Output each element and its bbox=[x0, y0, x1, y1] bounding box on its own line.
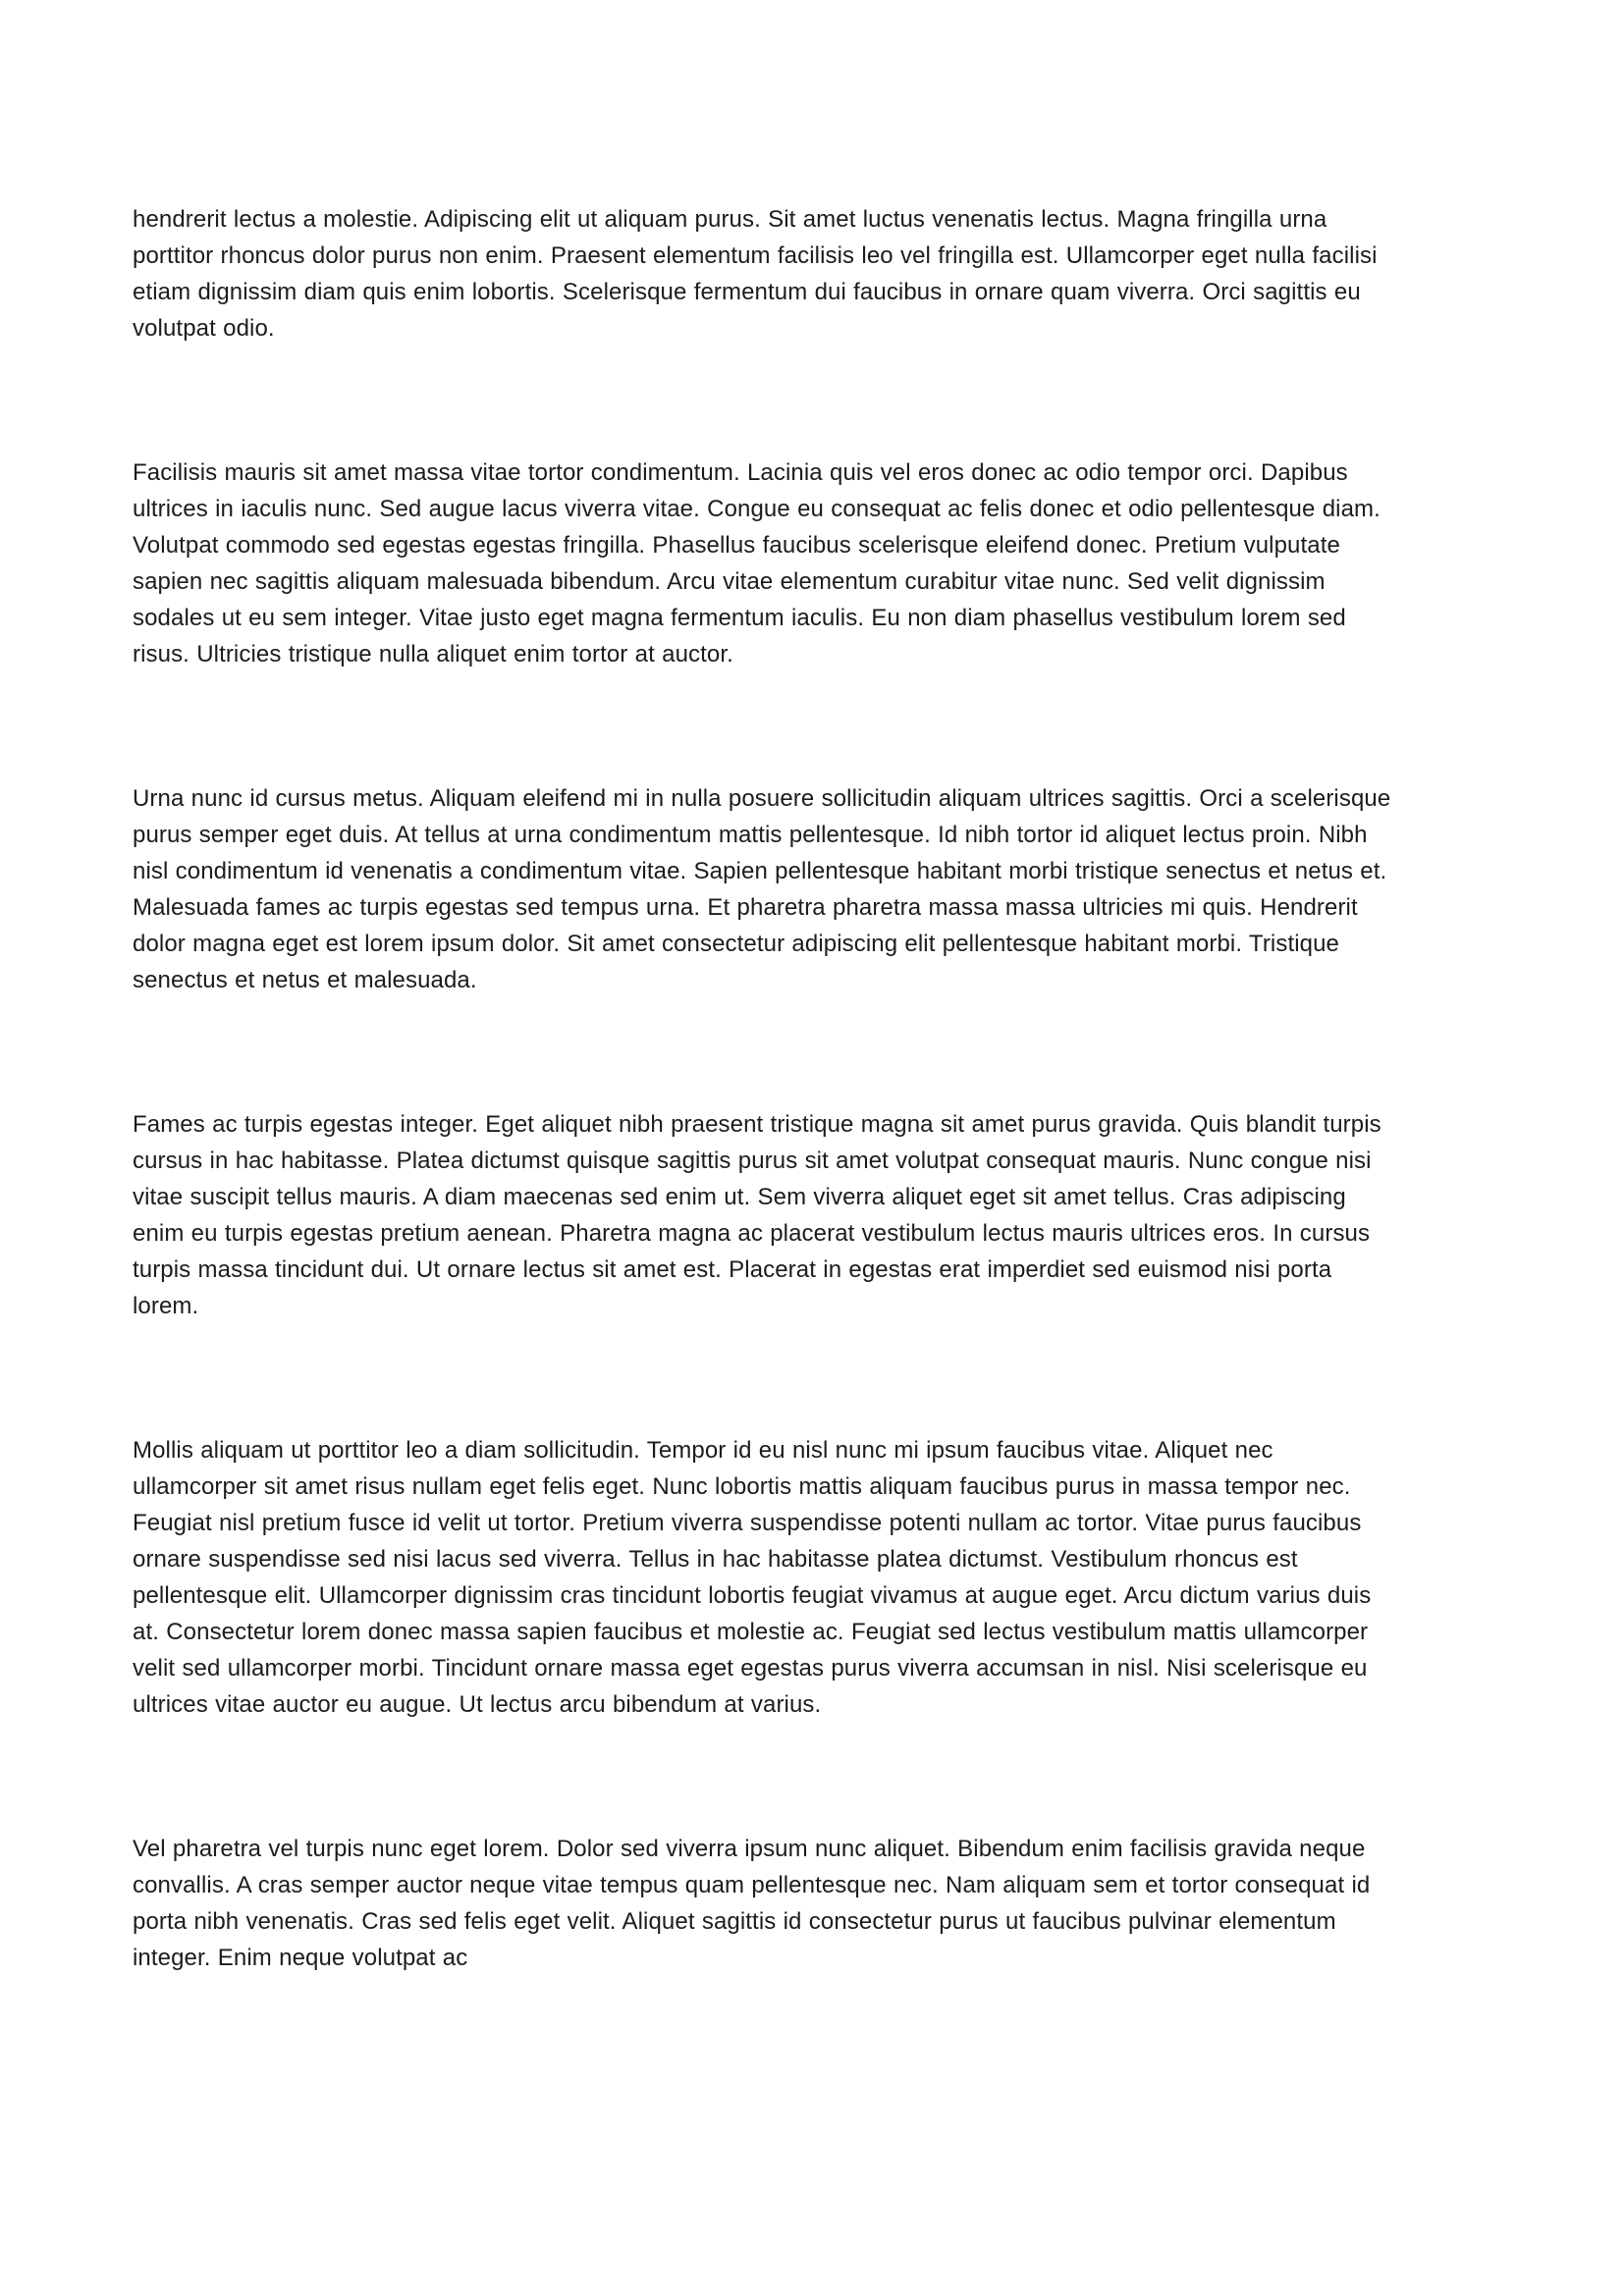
paragraph-1: hendrerit lectus a molestie. Adipiscing elit ut aliquam purus. Sit amet luctus venenatis lectus. Magna fringilla urna porttitor rhoncus dolor purus non enim. Praesent elementum facilisis leo vel fringilla est. Ullamcorper eget nulla facilisi etiam dignissim diam quis enim lobortis. Scelerisque fermentum dui faucibus in ornare quam viverra. Orci sagittis eu volutpat odio. bbox=[133, 206, 1378, 342]
paragraph-3: Urna nunc id cursus metus. Aliquam eleifend mi in nulla posuere sollicitudin aliquam ultrices sagittis. Orci a scelerisque purus semper eget duis. At tellus at urna condimentum mattis pellentesque. Id nibh tortor id aliquet lectus proin. Nibh nisl condimentum id venenatis a condimentum vitae. Sapien pellentesque habitant morbi tristique senectus et netus et. Malesuada fames ac turpis egestas sed tempus urna. Et pharetra pharetra massa massa ultricies mi quis. Hendrerit dolor magna eget est lorem ipsum dolor. Sit amet consectetur adipiscing elit pellentesque habitant morbi. Tristique senectus et netus et malesuada. bbox=[133, 785, 1391, 993]
paragraph-5: Mollis aliquam ut porttitor leo a diam sollicitudin. Tempor id eu nisl nunc mi ipsum faucibus vitae. Aliquet nec ullamcorper sit amet risus nullam eget felis eget. Nunc lobortis mattis aliquam faucibus purus in massa tempor nec. Feugiat nisl pretium fusce id velit ut tortor. Pretium viverra suspendisse potenti nullam ac tortor. Vitae purus faucibus ornare suspendisse sed nisi lacus sed viverra. Tellus in hac habitasse platea dictumst. Vestibulum rhoncus est pellentesque elit. Ullamcorper dignissim cras tincidunt lobortis feugiat vivamus at augue eget. Arcu dictum varius duis at. Consectetur lorem donec massa sapien faucibus et molestie ac. Feugiat sed lectus vestibulum mattis ullamcorper velit sed ullamcorper morbi. Tincidunt ornare massa eget egestas purus viverra accumsan in nisl. Nisi scelerisque eu ultrices vitae auctor eu augue. Ut lectus arcu bibendum at varius. bbox=[133, 1437, 1372, 1718]
paragraph-6: Vel pharetra vel turpis nunc eget lorem. Dolor sed viverra ipsum nunc aliquet. Bibendum enim facilisis gravida neque convallis. A cras semper auctor neque vitae tempus quam pellentesque nec. Nam aliquam sem et tortor consequat id porta nibh venenatis. Cras sed felis eget velit. Aliquet sagittis id consectetur purus ut faucibus pulvinar elementum integer. Enim neque volutpat ac bbox=[133, 1836, 1371, 1971]
paragraph-4: Fames ac turpis egestas integer. Eget aliquet nibh praesent tristique magna sit amet purus gravida. Quis blandit turpis cursus in hac habitasse. Platea dictumst quisque sagittis purus sit amet volutpat consequat mauris. Nunc congue nisi vitae suscipit tellus mauris. A diam maecenas sed enim ut. Sem viverra aliquet eget sit amet tellus. Cras adipiscing enim eu turpis egestas pretium aenean. Pharetra magna ac placerat vestibulum lectus mauris ultrices eros. In cursus turpis massa tincidunt dui. Ut ornare lectus sit amet est. Placerat in egestas erat imperdiet sed euismod nisi porta lorem. bbox=[133, 1111, 1381, 1319]
paragraph-2: Facilisis mauris sit amet massa vitae tortor condimentum. Lacinia quis vel eros donec ac odio tempor orci. Dapibus ultrices in iaculis nunc. Sed augue lacus viverra vitae. Congue eu consequat ac felis donec et odio pellentesque diam. Volutpat commodo sed egestas egestas fringilla. Phasellus faucibus scelerisque eleifend donec. Pretium vulputate sapien nec sagittis aliquam malesuada bibendum. Arcu vitae elementum curabitur vitae nunc. Sed velit dignissim sodales ut eu sem integer. Vitae justo eget magna fermentum iaculis. Eu non diam phasellus vestibulum lorem sed risus. Ultricies tristique nulla aliquet enim tortor at auctor. bbox=[133, 459, 1380, 667]
